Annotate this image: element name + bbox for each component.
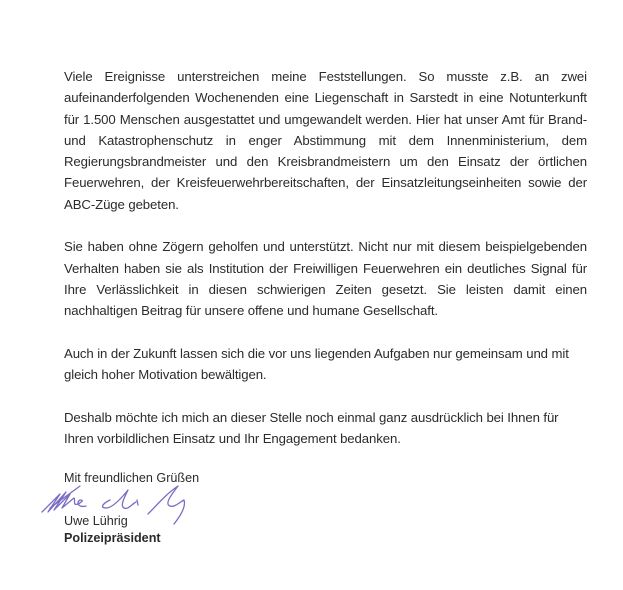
signer-name: Uwe Lührig [64, 514, 128, 528]
letter-body [64, 66, 587, 471]
paragraph-support: Sie haben ohne Zögern geholfen und unterstützt. Nicht nur mit diesem beispielgebenden Verhalten haben sie als Institution der Freiwilligen Feuerwehren ein deutliches Signal für Ihre Verlässlichkeit in diesen schwierigen Zeiten gesetzt. Sie leisten damit einen nachhaltigen Beitrag für unsere offene und humane Gesellschaft. [64, 239, 587, 319]
closing-greeting: Mit freundlichen Grüßen [64, 471, 200, 485]
paragraph-events: Viele Ereignisse unterstreichen meine Feststellungen. So musste z.B. an zwei aufeinanderfolgenden Wochenenden eine Liegenschaft in Sarstedt in eine Notunterkunft für 1.500 Menschen ausgestattet und umgewandelt werden. Hier hat unser Amt für Brand- und Katastrophenschutz in enger Abstimmung mit dem Innenministerium, dem Regierungsbrandmeister und den Kreisbrandmeistern um den Einsatz der örtlichen Feuerwehren, der Kreisfeuerwehrbereitschaften, der Einsatzleitungseinheiten sowie der ABC-Züge gebeten. [64, 69, 587, 212]
signer-title: Polizeipräsident [64, 531, 161, 545]
paragraph-future: Auch in der Zukunft lassen sich die vor uns liegenden Aufgaben nur gemeinsam und mit gleich hoher Motivation bewältigen. [64, 345, 569, 383]
paragraph-thanks: Deshalb möchte ich mich an dieser Stelle noch einmal ganz ausdrücklich bei Ihnen für Ihren vorbildlichen Einsatz und Ihr Engagement bedanken. [64, 409, 559, 447]
